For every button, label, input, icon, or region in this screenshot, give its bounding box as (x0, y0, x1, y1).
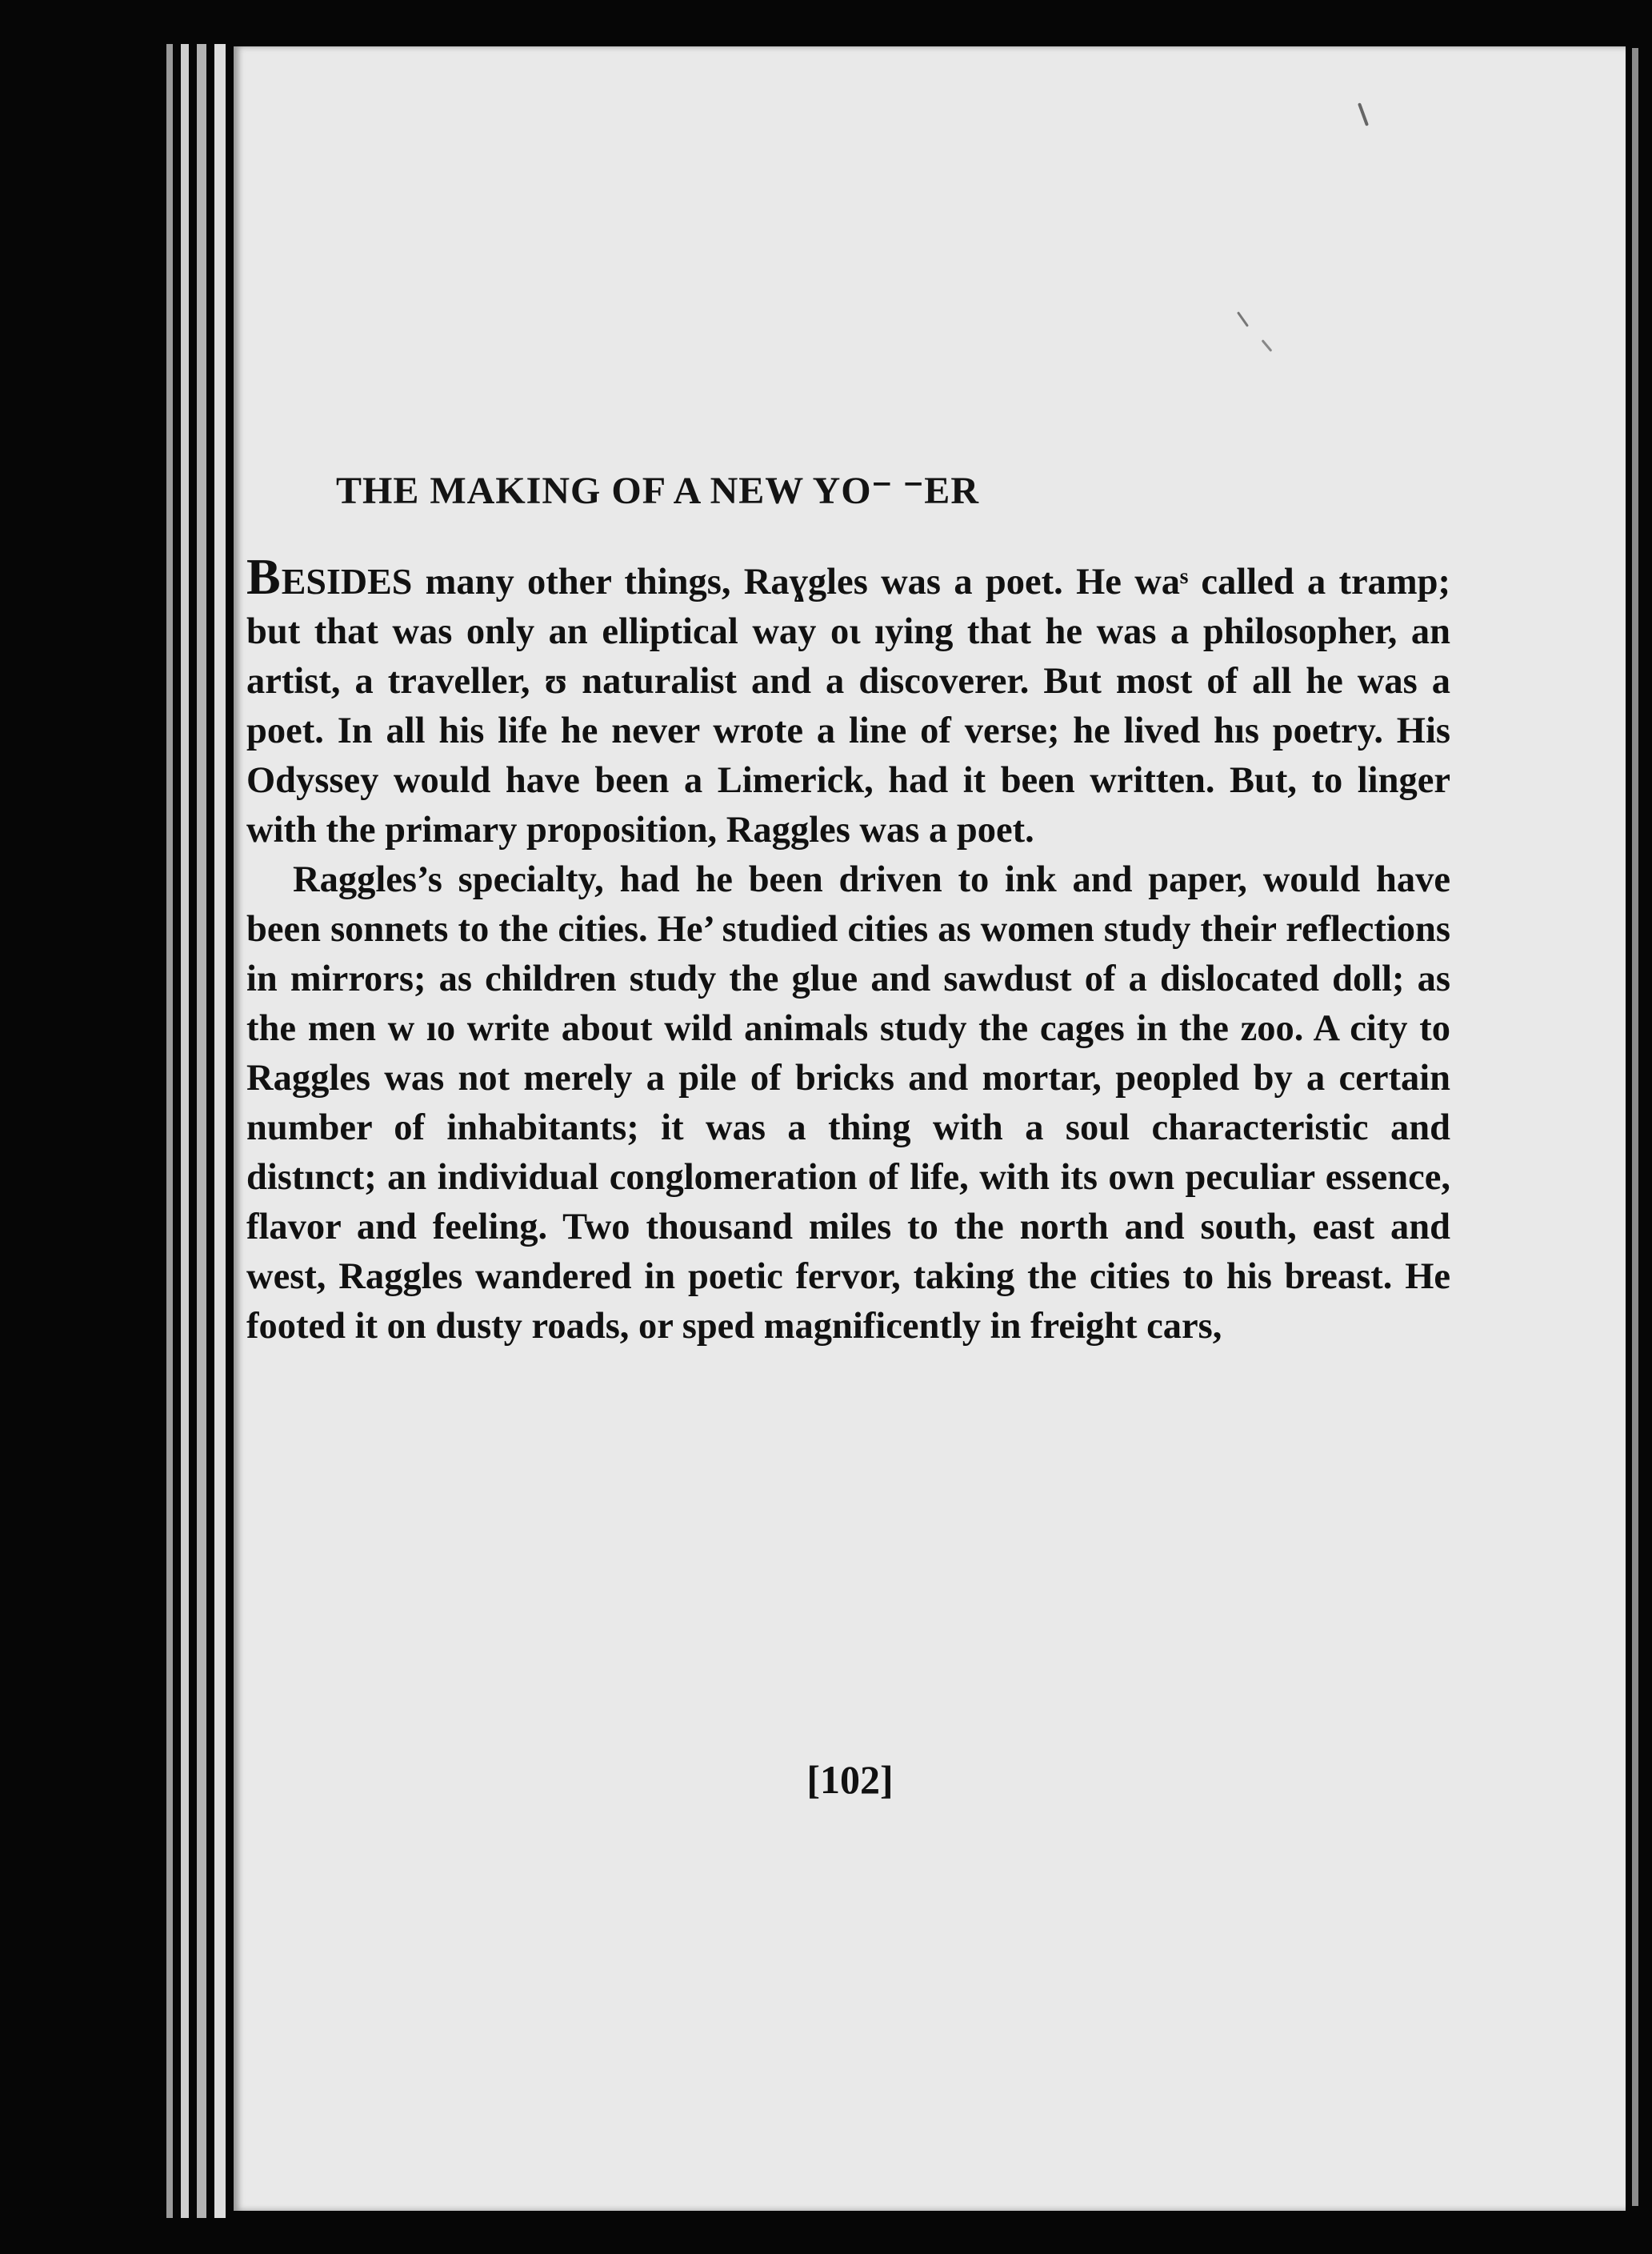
dust-speck (1237, 311, 1249, 327)
page-edge (181, 44, 189, 2218)
paragraph (246, 855, 1450, 1351)
paragraph (246, 548, 1450, 855)
dust-speck (1358, 102, 1369, 126)
drop-cap: B (246, 548, 282, 605)
right-page-edge (1632, 48, 1638, 2206)
page-edge (197, 44, 206, 2218)
body-text (246, 548, 1450, 1351)
page-number-text: [102] (806, 1757, 894, 1802)
drop-cap-small-caps: ESIDES (281, 561, 413, 602)
paragraph-text: Raggles’s specialty, had he been driven to ink and paper, would have been sonnets to the cities. He’ studied cities as women study their reflections in mirrors; as children study the glue and sawdust of a dislocated doll; as the men w ıo write about wild animals study the cages in the zoo. A city to Raggles was not merely a pile of bricks and mortar, peopled by a certain number of inhabitants; it was a thing with a soul characteristic and distınct; an individual conglomeration of life, with its own peculiar essence, flavor and feeling. Two thousand miles to the north and south, east and west, Raggles wandered in poetic fervor, taking the cities to his breast. He footed it on dusty roads, or sped magnificently in freight cars, (246, 859, 1450, 1347)
running-head: THE MAKING OF A NEW YO⁻ ⁻ER (336, 470, 979, 512)
page-edge (214, 44, 226, 2218)
page-number (0, 1756, 1652, 1803)
paragraph-text: many other things, Raɣgles was a poet. He waˢ called a tramp; but that was only an elliptical way oɩ ıying that he was a philosopher, an artist, a traveller, ʊ naturalist and a discoverer. But most of all he was a poet. In all his life he never wrote a line of verse; he lived hıs poetry. His Odyssey would have been a Limerick, had it been written. But, to linger with the primary proposition, Raggles was a poet. (246, 562, 1450, 851)
page-edge (166, 44, 173, 2218)
dust-speck (1262, 339, 1273, 352)
